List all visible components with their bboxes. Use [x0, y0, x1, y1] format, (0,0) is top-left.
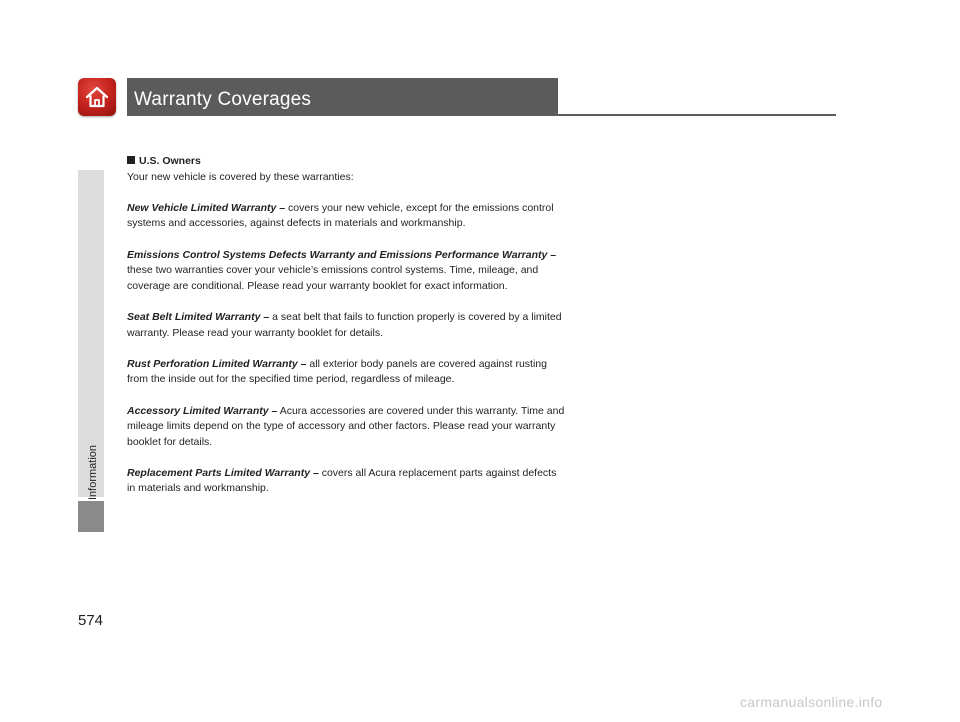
warranty-term: Emissions Control Systems Defects Warranty and Emissions Performance Warranty –: [127, 248, 557, 261]
warranty-term: New Vehicle Limited Warranty –: [127, 201, 286, 214]
sidebar-chapter-tab[interactable]: [78, 501, 104, 532]
warranty-text: these two warranties cover your vehicle’s emissions control systems. Time, mileage, and coverage are conditional. Please read your warranty booklet for exact information.: [127, 264, 539, 292]
section-heading-text: U.S. Owners: [139, 155, 201, 167]
warranty-term: Accessory Limited Warranty –: [127, 404, 278, 417]
page-number: 574: [78, 612, 104, 629]
warranty-term: Rust Perforation Limited Warranty –: [127, 357, 307, 370]
warranty-text: covers all Acura replacement parts against defects in materials and workmanship.: [127, 466, 557, 495]
warranty-text: all exterior body panels are covered against rusting from the inside out for the specified time period, regardless of mileage.: [127, 357, 547, 386]
sidebar-chapter-label: Information: [87, 444, 99, 500]
home-button[interactable]: [78, 78, 116, 116]
square-bullet-icon: [127, 156, 135, 164]
warranty-term: Replacement Parts Limited Warranty –: [127, 466, 319, 479]
warranty-text: Acura accessories are covered under this warranty. Time and mileage limits depend on the type of accessory and other factors. Please read your warranty booklet for details.: [127, 404, 565, 448]
main-content: [127, 154, 567, 513]
page-title: Warranty Coverages: [134, 89, 312, 110]
warranty-term: Seat Belt Limited Warranty –: [127, 310, 270, 323]
warranty-item: [127, 466, 567, 497]
warranty-text: covers your new vehicle, except for the emissions control systems and accessories, against defects in materials and workmanship.: [127, 201, 554, 230]
warranty-text: a seat belt that fails to function properly is covered by a limited warranty. Please read your warranty booklet for details.: [127, 310, 562, 339]
site-watermark: carmanualsonline.info: [740, 694, 883, 710]
warranty-item: [127, 201, 567, 232]
warranty-item: [127, 248, 567, 295]
warranty-item: [127, 310, 567, 341]
title-rule: [127, 114, 836, 116]
home-icon: [84, 84, 110, 110]
section-heading: [127, 154, 567, 170]
warranty-item: [127, 404, 567, 451]
section-intro: Your new vehicle is covered by these warranties:: [127, 170, 354, 183]
warranty-item: [127, 357, 567, 388]
